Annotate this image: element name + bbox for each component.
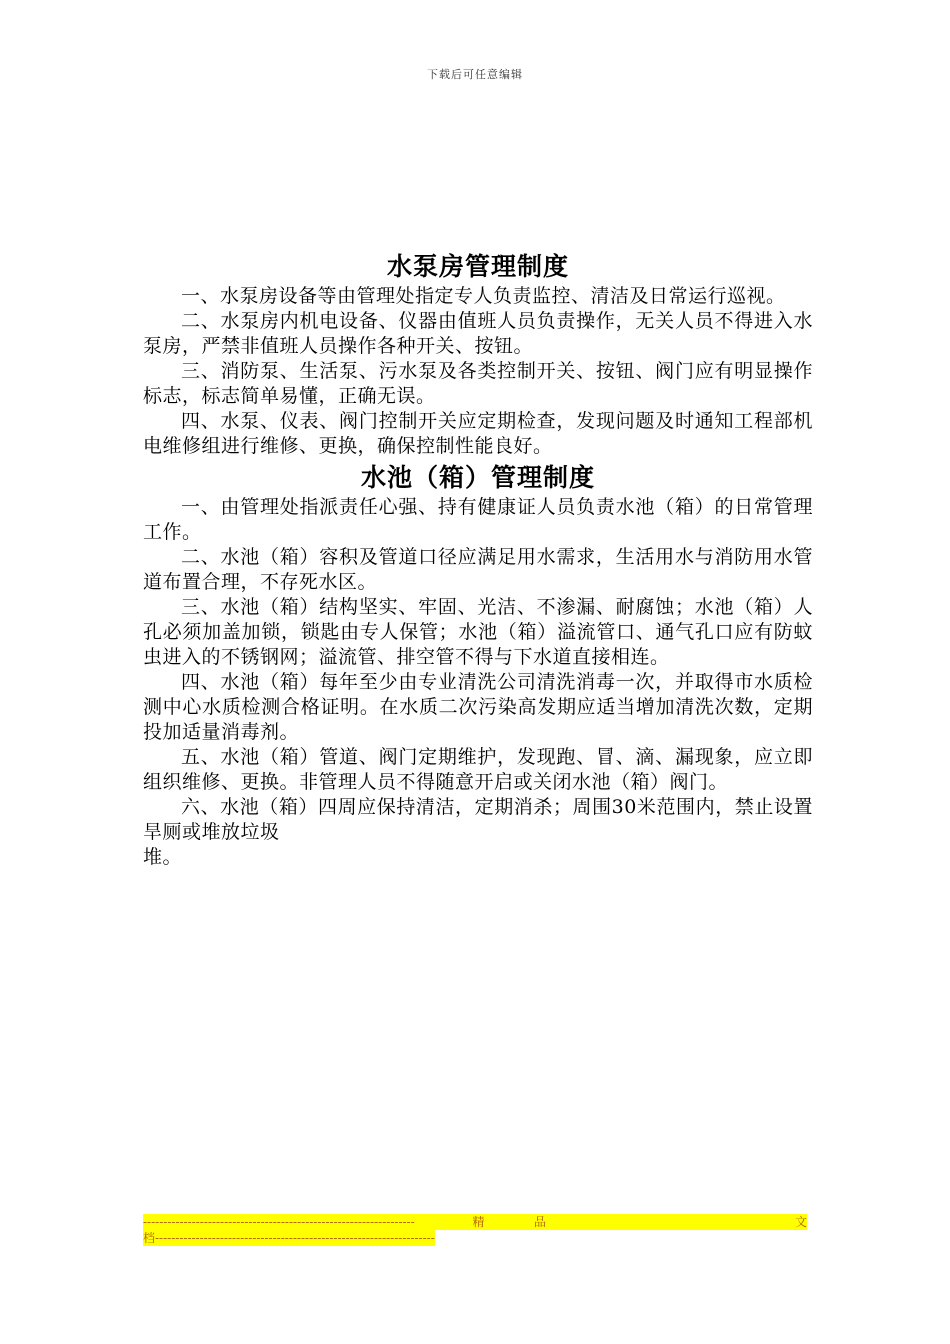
paragraph: 五、水池（箱）管道、阀门定期维护，发现跑、冒、滴、漏现象，应立即组织维修、更换。非管理人员不得随意开启或关闭水池（箱）阀门。	[143, 746, 813, 793]
section-title-pump-room: 水泵房管理制度	[386, 252, 569, 281]
footer-watermark	[143, 1214, 807, 1246]
paragraph: 四、水泵、仪表、阀门控制开关应定期检查，发现问题及时通知工程部机电维修组进行维修、更换，确保控制性能良好。	[143, 410, 813, 457]
header-note: 下载后可任意编辑	[427, 68, 523, 81]
footer-line-2: 档---------------------------------------------------------------------	[143, 1231, 435, 1245]
paragraph: 一、由管理处指派责任心强、持有健康证人员负责水池（箱）的日常管理工作。	[143, 496, 813, 543]
paragraph-continuation: 堆。	[143, 846, 183, 868]
paragraph: 二、水池（箱）容积及管道口径应满足用水需求，生活用水与消防用水管道布置合理，不存死水区。	[143, 546, 813, 593]
footer-char: 品	[533, 1215, 546, 1229]
footer-line-1	[143, 1214, 807, 1230]
footer-char: 文	[794, 1215, 807, 1229]
section-title-water-tank: 水池（箱）管理制度	[360, 463, 595, 492]
paragraph: 三、消防泵、生活泵、污水泵及各类控制开关、按钮、阀门应有明显操作标志，标志简单易懂，正确无误。	[143, 360, 813, 407]
footer-dashes: -------------------------------------------------------------------	[143, 1215, 415, 1229]
paragraph: 六、水池（箱）四周应保持清洁，定期消杀；周围30米范围内，禁止设置旱厕或堆放垃圾	[143, 796, 813, 843]
footer-char: 精	[472, 1215, 485, 1229]
paragraph: 三、水池（箱）结构坚实、牢固、光洁、不渗漏、耐腐蚀；水池（箱）人孔必须加盖加锁，锁匙由专人保管；水池（箱）溢流管口、通气孔口应有防蚊虫进入的不锈钢网；溢流管、排空管不得与下水道直接相连。	[143, 596, 813, 668]
paragraph: 四、水池（箱）每年至少由专业清洗公司清洗消毒一次，并取得市水质检测中心水质检测合格证明。在水质二次污染高发期应适当增加清洗次数，定期投加适量消毒剂。	[143, 671, 813, 743]
paragraph: 一、水泵房设备等由管理处指定专人负责监控、清洁及日常运行巡视。	[181, 285, 786, 307]
paragraph: 二、水泵房内机电设备、仪器由值班人员负责操作，无关人员不得进入水泵房，严禁非值班人员操作各种开关、按钮。	[143, 310, 813, 357]
document-body	[143, 250, 813, 870]
